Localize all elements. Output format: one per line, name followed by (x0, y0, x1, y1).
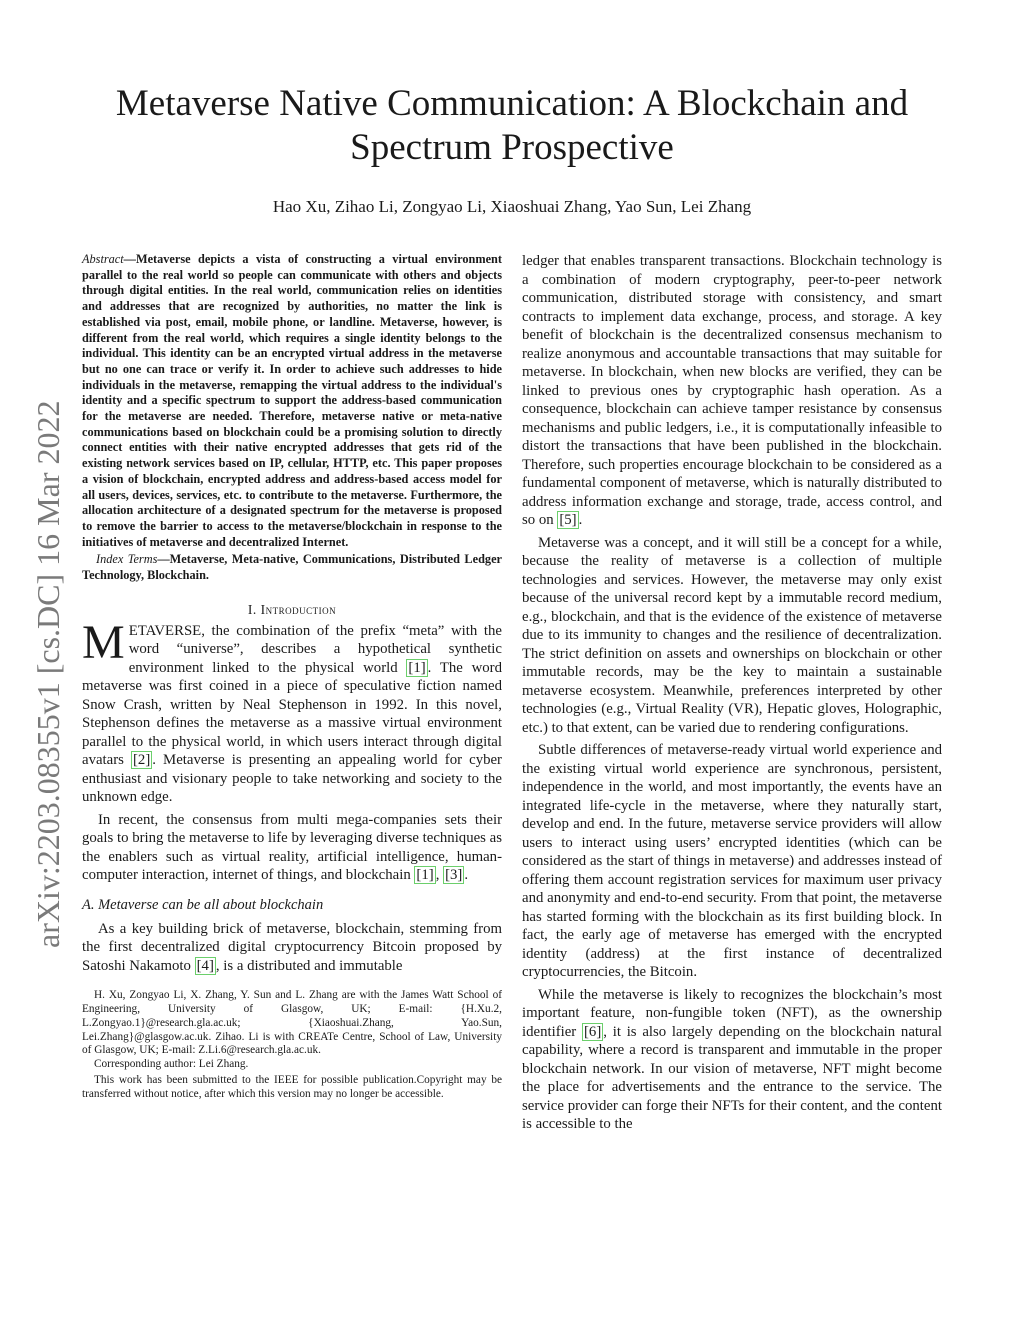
subsection-heading: A. Metaverse can be all about blockchain (82, 896, 324, 913)
intro-paragraph-1: METAVERSE, the combination of the prefix “meta” with the word “universe”, describes a hypothetical synthetic environment linked to the physical world [1] . The word metaverse was first coined in a piece of speculative fiction named Snow Crash, written by Neal Stephenson in 1992. In this novel, Stephenson defines the metaverse as a massive virtual environment parallel to the physical world, in which users interact through digital avatars [2] . Metaverse is presenting an appealing world for cyber enthusiast and visionary people to take networking and society to the unknown edge. (82, 615, 503, 806)
intro-paragraph-2: In recent, the consensus from multi mega-companies sets their goals to bring the metaverse to life by leveraging diverse techniques as the enablers such as virtual reality, artificial intelligence, human-computer interaction, internet of things, and blockchain [1] , [3] . (82, 811, 502, 884)
citation-link[interactable]: [6] (584, 1023, 602, 1040)
citation-link[interactable]: [1] (408, 659, 426, 676)
right-column (522, 252, 942, 1134)
abstract (82, 252, 502, 550)
right-paragraph-1: ledger that enables transparent transactions. Blockchain technology is a combination of modern cryptography, peer-to-peer network communication, distributed storage with consistency, and smart contracts to implement data exchange, process, and storage. A key benefit of blockchain is the decentralized consensus mechanism to realize anonymous and accountable transactions that may suitable for metaverse. In blockchain, when new blocks are verified, they can be linked to previous ones by cryptographic hash operation. As a consequence, blockchain can achieve tamper resistance by consensus mechanisms and public ledgers, i.e., it is computationally infeasible to distort the transactions that have been published in the blockchain. Therefore, such properties encourage blockchain to be considered as a fundamental component of metaverse, which is naturally distributed to address information exchange and storage, trade, access control, and so on [5] . (522, 253, 942, 528)
left-column (82, 252, 502, 1102)
citation-link[interactable]: [4] (196, 957, 214, 974)
citation-link[interactable]: [2] (133, 752, 151, 769)
index-terms-label: Index Terms (96, 552, 158, 567)
abstract-label: Abstract (82, 252, 124, 266)
right-paragraph-2: Metaverse was a concept, and it will still be a concept for a while, because the reality of metaverse is a collection of multiple technologies and services. However, the metaverse may only exist because of the universal record kept by a immutable record medium, e.g., blockchain, and that is the evidence of the existence of metaverse due to its immunity to changes and the resilience of decentralization. The strict definition on assets and ownerships on blockchain or other immutable records, may be the key to maintain a sustainable metaverse ecosystem. Meanwhile, preferences interpreted by other technologies (e.g., Virtual Reality (VR), Hepatic gloves, Holographic, etc.) to that extent, can be varied due to rendering configurations. (522, 534, 942, 736)
section-heading-introduction: I. Introduction (247, 601, 337, 617)
citation-link[interactable]: [1] (416, 867, 434, 884)
citation-link[interactable]: [3] (445, 867, 463, 884)
subsection-paragraph-1: As a key building brick of metaverse, blockchain, stemming from the first decentralized digital cryptocurrency Bitcoin proposed by Satoshi Nakamoto [4] , is a distributed and immutable (82, 920, 502, 974)
right-paragraph-4: While the metaverse is likely to recognizes the blockchain’s most important feature, non-fungible token (NFT), as the ownership identifier [6] , it is also largely depending on the blockchain natural capability, where a record is transparent and immutable in the proper blockchain network. In our vision of metaverse, NFT might become the place for advertisements and the entrance to the service. The service provider can forge their NFTs for their content, and the content is accessible to the (522, 986, 943, 1132)
footnote (82, 989, 502, 1101)
arxiv-identifier: arXiv:2203.08355v1 [cs.DC] 16 Mar 2022 (30, 400, 66, 948)
index-terms-text: —Metaverse, Meta-native, Communications, Distributed Ledger Technology, Blockchain. (82, 552, 502, 583)
footnote-affiliation: H. Xu, Zongyao Li, X. Zhang, Y. Sun and L. Zhang are with the James Watt School of Engineering, University of Glasgow, UK; E-mail: {H.Xu.2, L.Zongyao.1}@research.gla.ac.uk; {Xiaoshuai.Zhang, Yao.Sun, Lei.Zhang}@glasgow.ac.uk. Zihao. Li is with CREATe Centre, School of Law, University of Glasgow, UK; E-mail: Z.Li.6@research.gla.ac.uk. (82, 989, 502, 1057)
author-list: Hao Xu, Zihao Li, Zongyao Li, Xiaoshuai Zhang, Yao Sun, Lei Zhang (272, 197, 752, 216)
footnote-corresponding: Corresponding author: Lei Zhang. (94, 1058, 249, 1071)
drop-cap: M (82, 615, 125, 669)
abstract-text: —Metaverse depicts a vista of constructing a virtual environment parallel to the real world so people can communicate with others and objects through digital entities. In the real world, communication relies on identities and addresses that are recognized by authorities, no matter the link is established via post, email, mobile phone, or landline. Metaverse, however, is different from the real world, which requires a single identity belongs to the individual. This identity can be an encrypted virtual address in the metaverse but no one can trace or verify it. In order to achieve such addresses to hide individuals in the metaverse, remapping the virtual address to the individual's identity and a specific spectrum to support the address-based communication for the metaverse are needed. Therefore, metaverse native or meta-native communications based on blockchain could be a promising solution to directly connect entities with their native encrypted addresses that gets rid of the existing network services based on IP, cellular, HTTP, etc. This paper proposes a vision of blockchain, encrypted address and address-based access model for all users, devices, services, etc. to contribute to the metaverse. Furthermore, the allocation architecture of a designated spectrum for the metaverse is proposed to remove the barrier to access to the metaverse/blockchain in response to the initiatives of metaverse and decentralized Internet. (82, 252, 502, 549)
paper-title: Metaverse Native Communication: A Blockchain and Spectrum Prospective (115, 83, 909, 168)
right-paragraph-3: Subtle differences of metaverse-ready virtual world experience and the existing virtual world experience are synchronous, persistent, independence in the world, and most importantly, the events have an integrated life-cycle in the metaverse, where they naturally start, develop and end. In the future, metaverse service providers will allow users to interact using users’ encrypted identities (which can be considered as the start of things in metaverse) and addresses instead of offering them account registration services for maximum user privacy and anonymity and end-to-end security. From that point, the metaverse has started forming with the blockchain as its first building block. In fact, the early age of metaverse has emerged with the encrypted identity (address) at the first instance of decentralized cryptocurrencies, the Bitcoin. (522, 742, 942, 980)
footnote-ieee-notice: This work has been submitted to the IEEE for possible publication.Copyright may be transferred without notice, after which this version may no longer be accessible. (82, 1074, 502, 1100)
citation-link[interactable]: [5] (559, 512, 577, 528)
index-terms (82, 552, 502, 583)
